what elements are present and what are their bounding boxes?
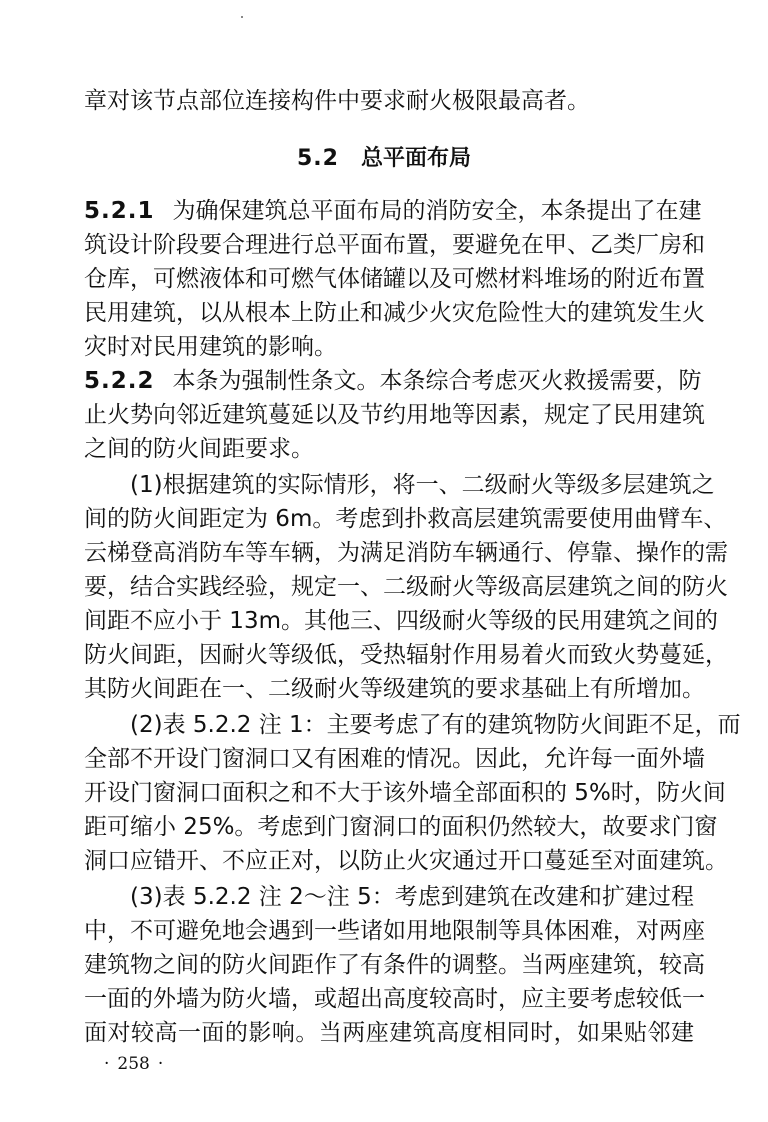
para-1-line-2: 间的防火间距定为 6m。考虑到扑救高层建筑需要使用曲臂车、 bbox=[84, 506, 727, 532]
clause-5-2-1-line-5: 灾时对民用建筑的影响。 bbox=[84, 334, 337, 360]
clause-text: 为确保建筑总平面布局的消防安全，本条提出了在建 bbox=[172, 198, 702, 224]
section-title: 总平面布局 bbox=[360, 146, 471, 171]
page-number-value: 258 bbox=[117, 1054, 150, 1074]
clause-5-2-1-line-1 bbox=[84, 194, 702, 228]
clause-number-5-2-2: 5.2.2 bbox=[84, 368, 155, 394]
page-dot-right: · bbox=[157, 1054, 164, 1074]
clause-5-2-1-line-2: 筑设计阶段要合理进行总平面布置，要避免在甲、乙类厂房和 bbox=[84, 232, 705, 258]
para-2-line-3: 开设门窗洞口面积之和不大于该外墙全部面积的 5%时，防火间 bbox=[84, 780, 726, 806]
clause-number-5-2-1: 5.2.1 bbox=[84, 198, 155, 224]
para-2-line-4: 距可缩小 25%。考虑到门窗洞口的面积仍然较大，故要求门窗 bbox=[84, 814, 718, 840]
para-3-line-5: 面对较高一面的影响。当两座建筑高度相同时，如果贴邻建 bbox=[84, 1020, 694, 1046]
clause-text: 本条为强制性条文。本条综合考虑灭火救援需要，防 bbox=[172, 368, 702, 394]
para-3-line-1: (3)表 5.2.2 注 2～注 5：考虑到建筑在改建和扩建过程 bbox=[130, 884, 694, 910]
para-1-line-7: 其防火间距在一、二级耐火等级建筑的要求基础上有所增加。 bbox=[84, 676, 705, 702]
carryover-line: 章对该节点部位连接构件中要求耐火极限最高者。 bbox=[84, 88, 590, 114]
clause-5-2-2-line-2: 止火势向邻近建筑蔓延以及节约用地等因素，规定了民用建筑 bbox=[84, 402, 705, 428]
para-2-line-2: 全部不开设门窗洞口又有困难的情况。因此，允许每一面外墙 bbox=[84, 746, 705, 772]
para-3-line-4: 一面的外墙为防火墙，或超出高度较高时，应主要考虑较低一 bbox=[84, 986, 705, 1012]
clause-5-2-1-line-4: 民用建筑，以从根本上防止和减少火灾危险性大的建筑发生火 bbox=[84, 300, 705, 326]
para-3-line-3: 建筑物之间的防火间距作了有条件的调整。当两座建筑，较高 bbox=[84, 952, 705, 978]
para-3-line-2: 中，不可避免地会遇到一些诸如用地限制等具体困难，对两座 bbox=[84, 918, 705, 944]
page-dot-left: · bbox=[104, 1054, 110, 1074]
section-number: 5.2 bbox=[297, 146, 339, 171]
para-1-line-1: (1)根据建筑的实际情形，将一、二级耐火等级多层建筑之 bbox=[130, 472, 715, 498]
para-1-line-3: 云梯登高消防车等车辆，为满足消防车辆通行、停靠、操作的需 bbox=[84, 540, 728, 566]
clause-5-2-1-line-3: 仓库，可燃液体和可燃气体储罐以及可燃材料堆场的附近布置 bbox=[84, 266, 705, 292]
clause-5-2-2-line-1 bbox=[84, 364, 702, 398]
section-heading bbox=[0, 142, 768, 176]
para-1-line-5: 间距不应小于 13m。其他三、四级耐火等级的民用建筑之间的 bbox=[84, 608, 718, 634]
para-2-line-5: 洞口应错开、不应正对，以防止火灾通过开口蔓延至对面建筑。 bbox=[84, 848, 728, 874]
page-number bbox=[96, 1052, 171, 1076]
scan-mark bbox=[241, 16, 243, 18]
clause-5-2-2-line-3: 之间的防火间距要求。 bbox=[84, 436, 314, 462]
para-2-line-1: (2)表 5.2.2 注 1：主要考虑了有的建筑物防火间距不足，而 bbox=[130, 712, 741, 738]
para-1-line-4: 要，结合实践经验，规定一、二级耐火等级高层建筑之间的防火 bbox=[84, 574, 728, 600]
para-1-line-6: 防火间距，因耐火等级低，受热辐射作用易着火而致火势蔓延， bbox=[84, 642, 728, 668]
